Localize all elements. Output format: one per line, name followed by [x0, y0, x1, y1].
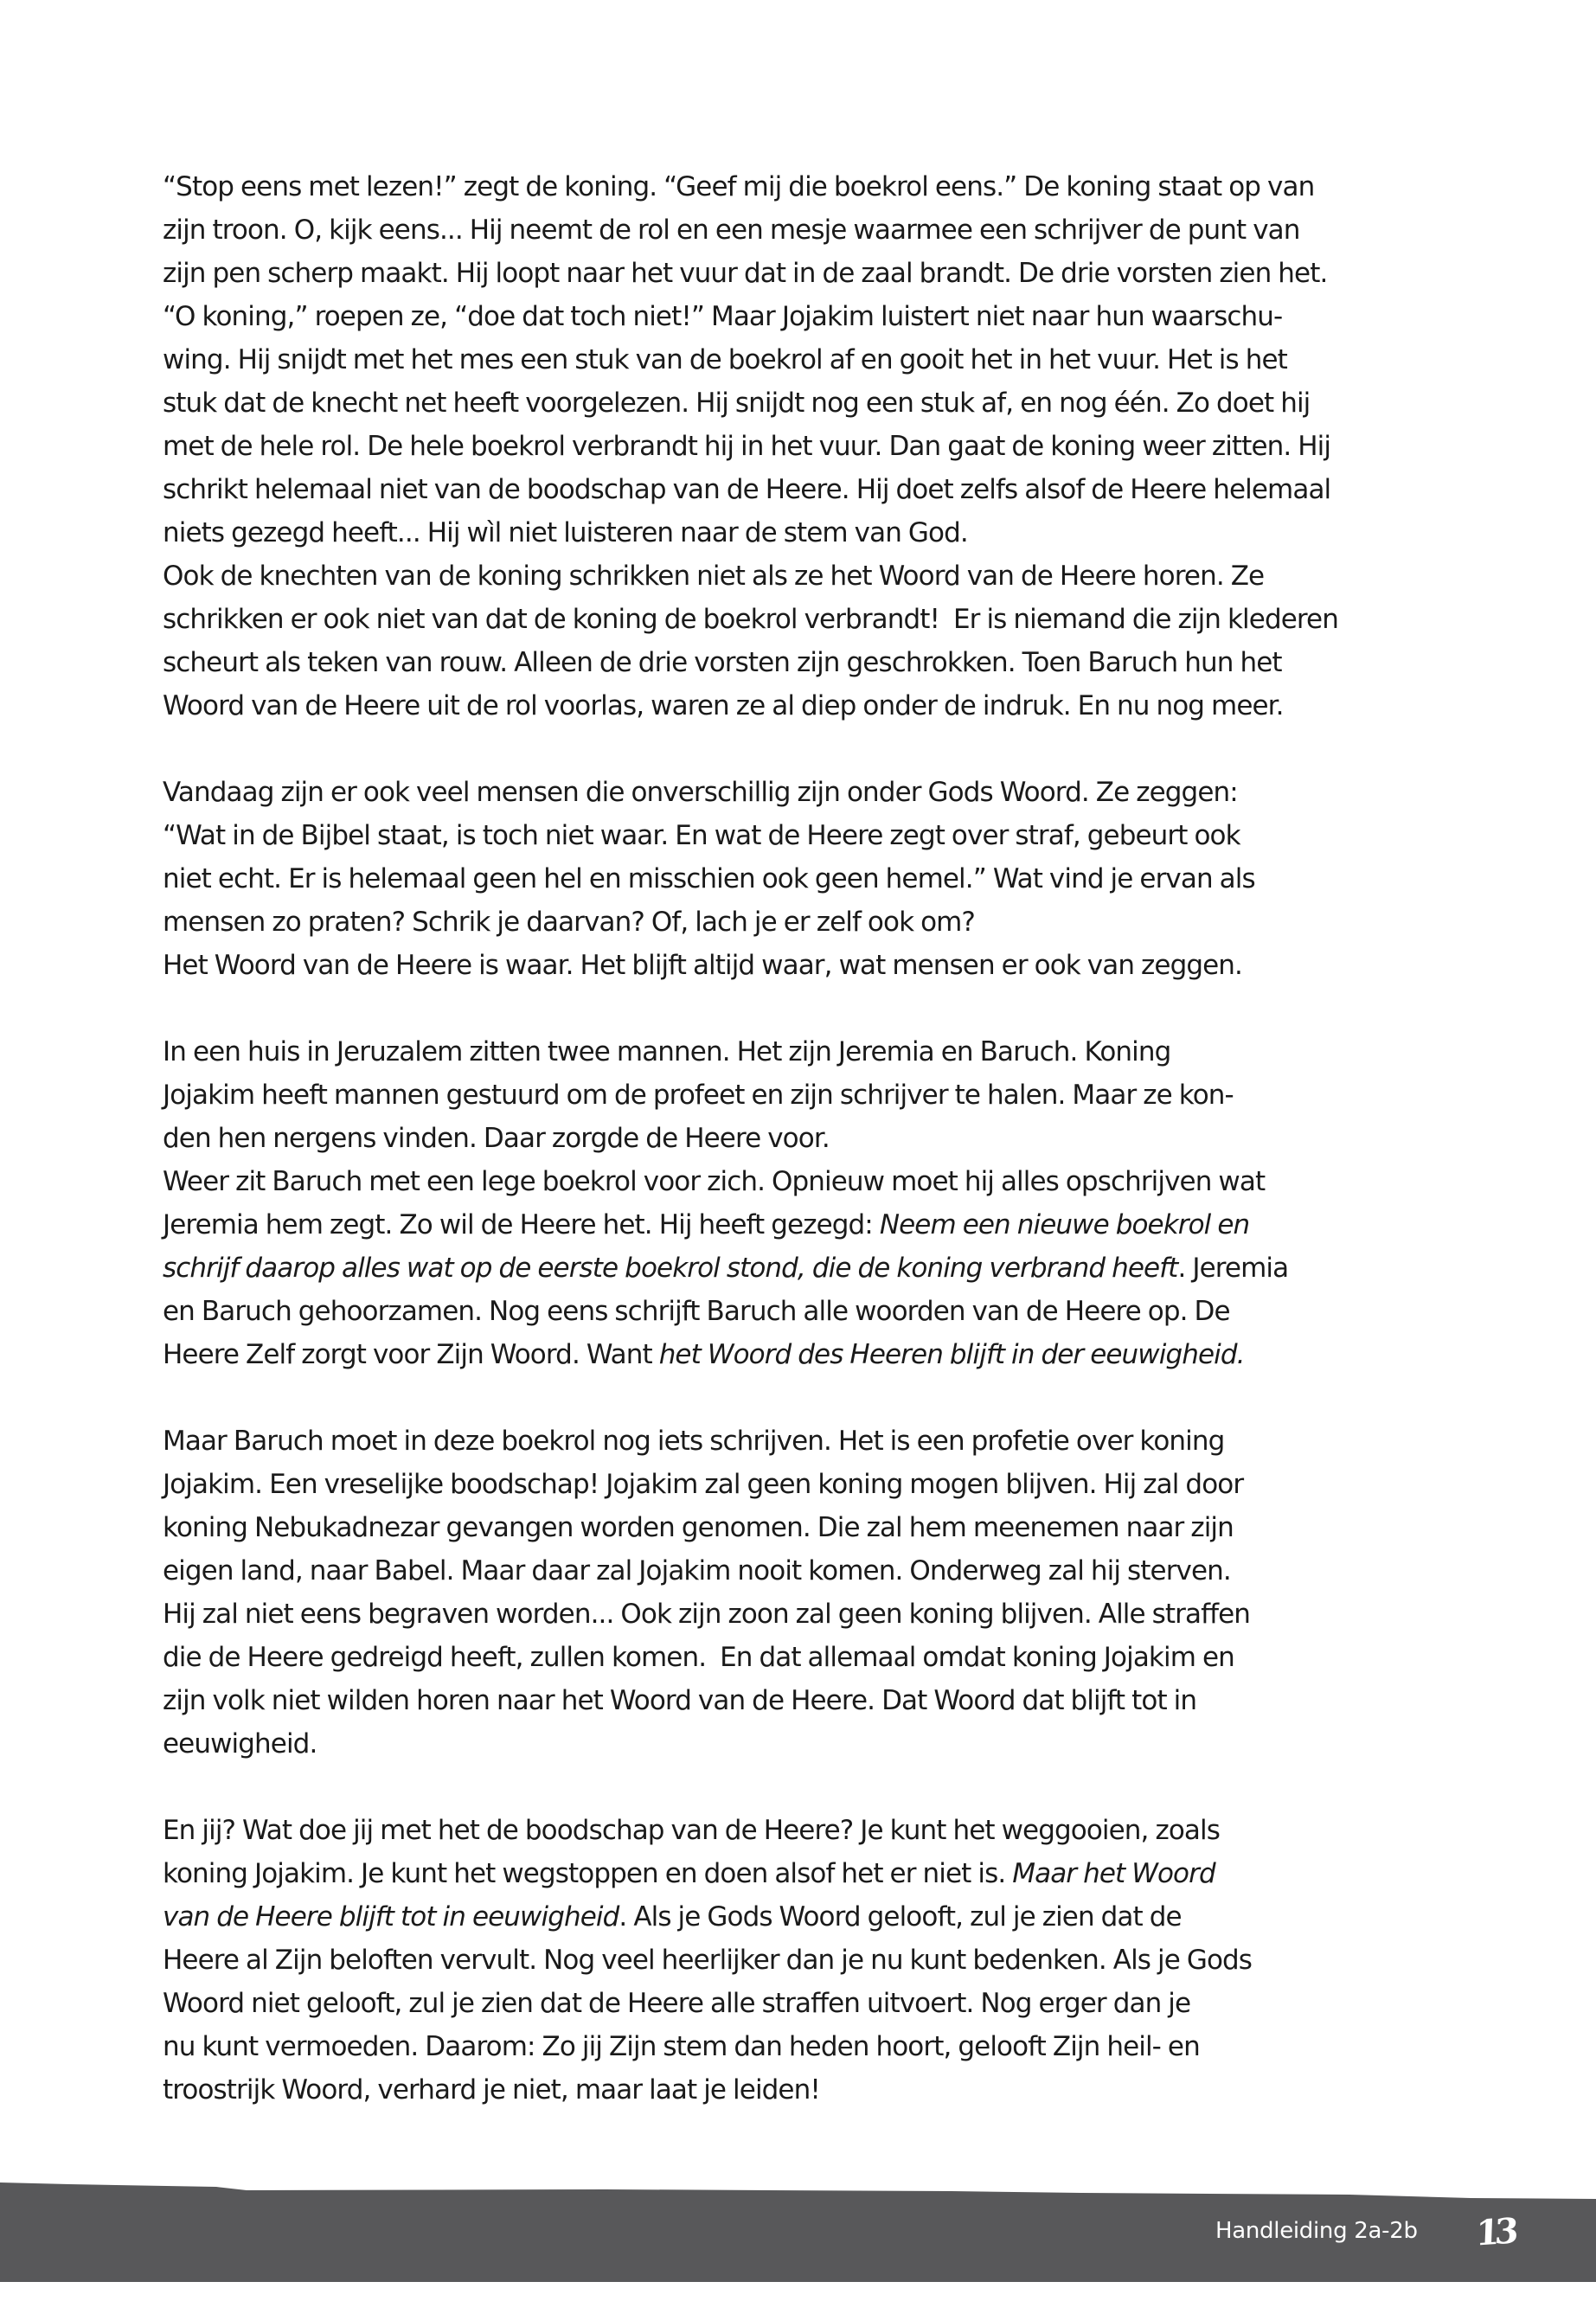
text-segment: Woord van de Heere uit de rol voorlas, waren ze al diep onder de indruk. En nu nog meer.: [163, 690, 1284, 721]
text-segment: . Als je Gods Woord gelooft, zul je zien dat de: [619, 1901, 1182, 1932]
text-line: [163, 641, 1460, 684]
paragraph: [163, 1809, 1460, 2112]
text-segment: Het Woord van de Heere is waar. Het blijft altijd waar, wat mensen er ook van zeggen.: [163, 950, 1242, 981]
text-segment: mensen zo praten? Schrik je daarvan? Of, lach je er zelf ook om?: [163, 907, 975, 938]
text-line: [163, 425, 1460, 468]
text-segment: niets gezegd heeft... Hij wìl niet luisteren naar de stem van God.: [163, 517, 968, 548]
footer-title: Handleiding 2a-2b: [1215, 2218, 1418, 2244]
text-line: [163, 252, 1460, 295]
text-line: [163, 598, 1460, 641]
text-segment: troostrijk Woord, verhard je niet, maar laat je leiden!: [163, 2074, 820, 2106]
text-segment: niet echt. Er is helemaal geen hel en misschien ook geen hemel.” Wat vind je ervan als: [163, 863, 1255, 894]
text-segment: koning Jojakim. Je kunt het wegstoppen en doen alsof het er niet is.: [163, 1858, 1013, 1889]
text-line: [163, 1593, 1460, 1636]
text-segment: Heere al Zijn beloften vervult. Nog veel heerlijker dan je nu kunt bedenken. Als je Gods: [163, 1945, 1253, 1976]
text-line: [163, 944, 1460, 987]
text-line: [163, 208, 1460, 252]
italic-text: van de Heere blijft tot in eeuwigheid: [163, 1901, 619, 1932]
paragraph: [163, 165, 1460, 727]
page-number: 13: [1475, 2210, 1515, 2254]
body-text: [163, 165, 1460, 2155]
text-line: [163, 165, 1460, 208]
text-segment: zijn pen scherp maakt. Hij loopt naar het vuur dat in de zaal brandt. De drie vorsten zien het.: [163, 258, 1328, 289]
text-line: [163, 1203, 1460, 1247]
text-line: [163, 338, 1460, 381]
text-line: [163, 511, 1460, 554]
text-line: [163, 1463, 1460, 1506]
paragraph: [163, 1420, 1460, 1766]
text-segment: eigen land, naar Babel. Maar daar zal Jojakim nooit komen. Onderweg zal hij sterven.: [163, 1555, 1231, 1586]
text-segment: En jij? Wat doe jij met het de boodschap van de Heere? Je kunt het weggooien, zoals: [163, 1815, 1220, 1846]
text-segment: schrikken er ook niet van dat de koning de boekrol verbrandt! Er is niemand die zijn klederen: [163, 604, 1338, 635]
text-segment: schrikt helemaal niet van de boodschap van de Heere. Hij doet zelfs alsof de Heere helemaal: [163, 474, 1331, 505]
text-line: [163, 1420, 1460, 1463]
italic-text: het Woord des Heeren blijft in der eeuwigheid.: [658, 1339, 1245, 1370]
text-segment: In een huis in Jeruzalem zitten twee mannen. Het zijn Jeremia en Baruch. Koning: [163, 1036, 1171, 1067]
text-line: [163, 1030, 1460, 1074]
text-segment: Jojakim heeft mannen gestuurd om de profeet en zijn schrijver te halen. Maar ze kon-: [163, 1080, 1234, 1111]
text-line: [163, 554, 1460, 598]
text-segment: “O koning,” roepen ze, “doe dat toch niet!” Maar Jojakim luistert niet naar hun waarschu-: [163, 301, 1283, 332]
text-segment: Vandaag zijn er ook veel mensen die onverschillig zijn onder Gods Woord. Ze zeggen:: [163, 777, 1238, 808]
text-line: [163, 857, 1460, 901]
text-segment: scheurt als teken van rouw. Alleen de drie vorsten zijn geschrokken. Toen Baruch hun het: [163, 647, 1282, 678]
text-line: [163, 684, 1460, 727]
text-line: [163, 1895, 1460, 1939]
text-segment: Heere Zelf zorgt voor Zijn Woord. Want: [163, 1339, 659, 1370]
text-segment: wing. Hij snijdt met het mes een stuk van de boekrol af en gooit het in het vuur. Het is het: [163, 344, 1287, 375]
text-line: [163, 1982, 1460, 2025]
text-segment: Jojakim. Een vreselijke boodschap! Jojakim zal geen koning mogen blijven. Hij zal door: [163, 1469, 1244, 1500]
text-line: [163, 1506, 1460, 1549]
text-segment: stuk dat de knecht net heeft voorgelezen. Hij snijdt nog een stuk af, en nog één. Zo doet hij: [163, 388, 1311, 419]
text-segment: die de Heere gedreigd heeft, zullen komen. En dat allemaal omdat koning Jojakim en: [163, 1642, 1234, 1673]
text-segment: . Jeremia: [1177, 1253, 1289, 1284]
text-line: [163, 814, 1460, 857]
text-line: [163, 1117, 1460, 1160]
text-segment: zijn volk niet wilden horen naar het Woord van de Heere. Dat Woord dat blijft tot in: [163, 1685, 1197, 1716]
text-line: [163, 295, 1460, 338]
text-line: [163, 1852, 1460, 1895]
text-line: [163, 1160, 1460, 1203]
text-segment: “Wat in de Bijbel staat, is toch niet waar. En wat de Heere zegt over straf, gebeurt ook: [163, 820, 1240, 851]
paragraph: [163, 1030, 1460, 1376]
text-line: [163, 468, 1460, 511]
text-line: [163, 1809, 1460, 1852]
italic-text: Maar het Woord: [1012, 1858, 1215, 1889]
text-line: [163, 1722, 1460, 1766]
text-line: [163, 1333, 1460, 1376]
text-line: [163, 2068, 1460, 2112]
text-segment: koning Nebukadnezar gevangen worden genomen. Die zal hem meenemen naar zijn: [163, 1512, 1234, 1543]
italic-text: Neem een nieuwe boekrol en: [879, 1209, 1250, 1240]
text-segment: “Stop eens met lezen!” zegt de koning. “Geef mij die boekrol eens.” De koning staat op van: [163, 171, 1315, 202]
text-segment: nu kunt vermoeden. Daarom: Zo jij Zijn stem dan heden hoort, gelooft Zijn heil- en: [163, 2031, 1200, 2062]
text-line: [163, 381, 1460, 425]
text-segment: den hen nergens vinden. Daar zorgde de Heere voor.: [163, 1123, 830, 1154]
text-segment: zijn troon. O, kijk eens... Hij neemt de rol en een mesje waarmee een schrijver de punt van: [163, 215, 1300, 246]
italic-text: schrijf daarop alles wat op de eerste boekrol stond, die de koning verbrand heeft: [163, 1253, 1178, 1284]
text-segment: Hij zal niet eens begraven worden... Ook zijn zoon zal geen koning blijven. Alle straffen: [163, 1599, 1251, 1630]
text-line: [163, 1247, 1460, 1290]
text-segment: Weer zit Baruch met een lege boekrol voor zich. Opnieuw moet hij alles opschrijven wat: [163, 1166, 1266, 1197]
text-segment: Woord niet gelooft, zul je zien dat de Heere alle straffen uitvoert. Nog erger dan je: [163, 1988, 1191, 2019]
text-segment: Maar Baruch moet in deze boekrol nog iets schrijven. Het is een profetie over koning: [163, 1426, 1225, 1457]
text-segment: eeuwigheid.: [163, 1728, 317, 1759]
text-line: [163, 771, 1460, 814]
text-segment: en Baruch gehoorzamen. Nog eens schrijft Baruch alle woorden van de Heere op. De: [163, 1296, 1230, 1327]
text-line: [163, 1939, 1460, 1982]
text-segment: Jeremia hem zegt. Zo wil de Heere het. Hij heeft gezegd:: [163, 1209, 880, 1240]
text-line: [163, 2025, 1460, 2068]
text-segment: met de hele rol. De hele boekrol verbrandt hij in het vuur. Dan gaat de koning weer zitten. Hij: [163, 431, 1331, 462]
paragraph: [163, 771, 1460, 987]
text-line: [163, 1679, 1460, 1722]
text-line: [163, 901, 1460, 944]
text-line: [163, 1636, 1460, 1679]
text-line: [163, 1290, 1460, 1333]
text-line: [163, 1074, 1460, 1117]
text-line: [163, 1549, 1460, 1593]
text-segment: Ook de knechten van de koning schrikken niet als ze het Woord van de Heere horen. Ze: [163, 561, 1265, 592]
